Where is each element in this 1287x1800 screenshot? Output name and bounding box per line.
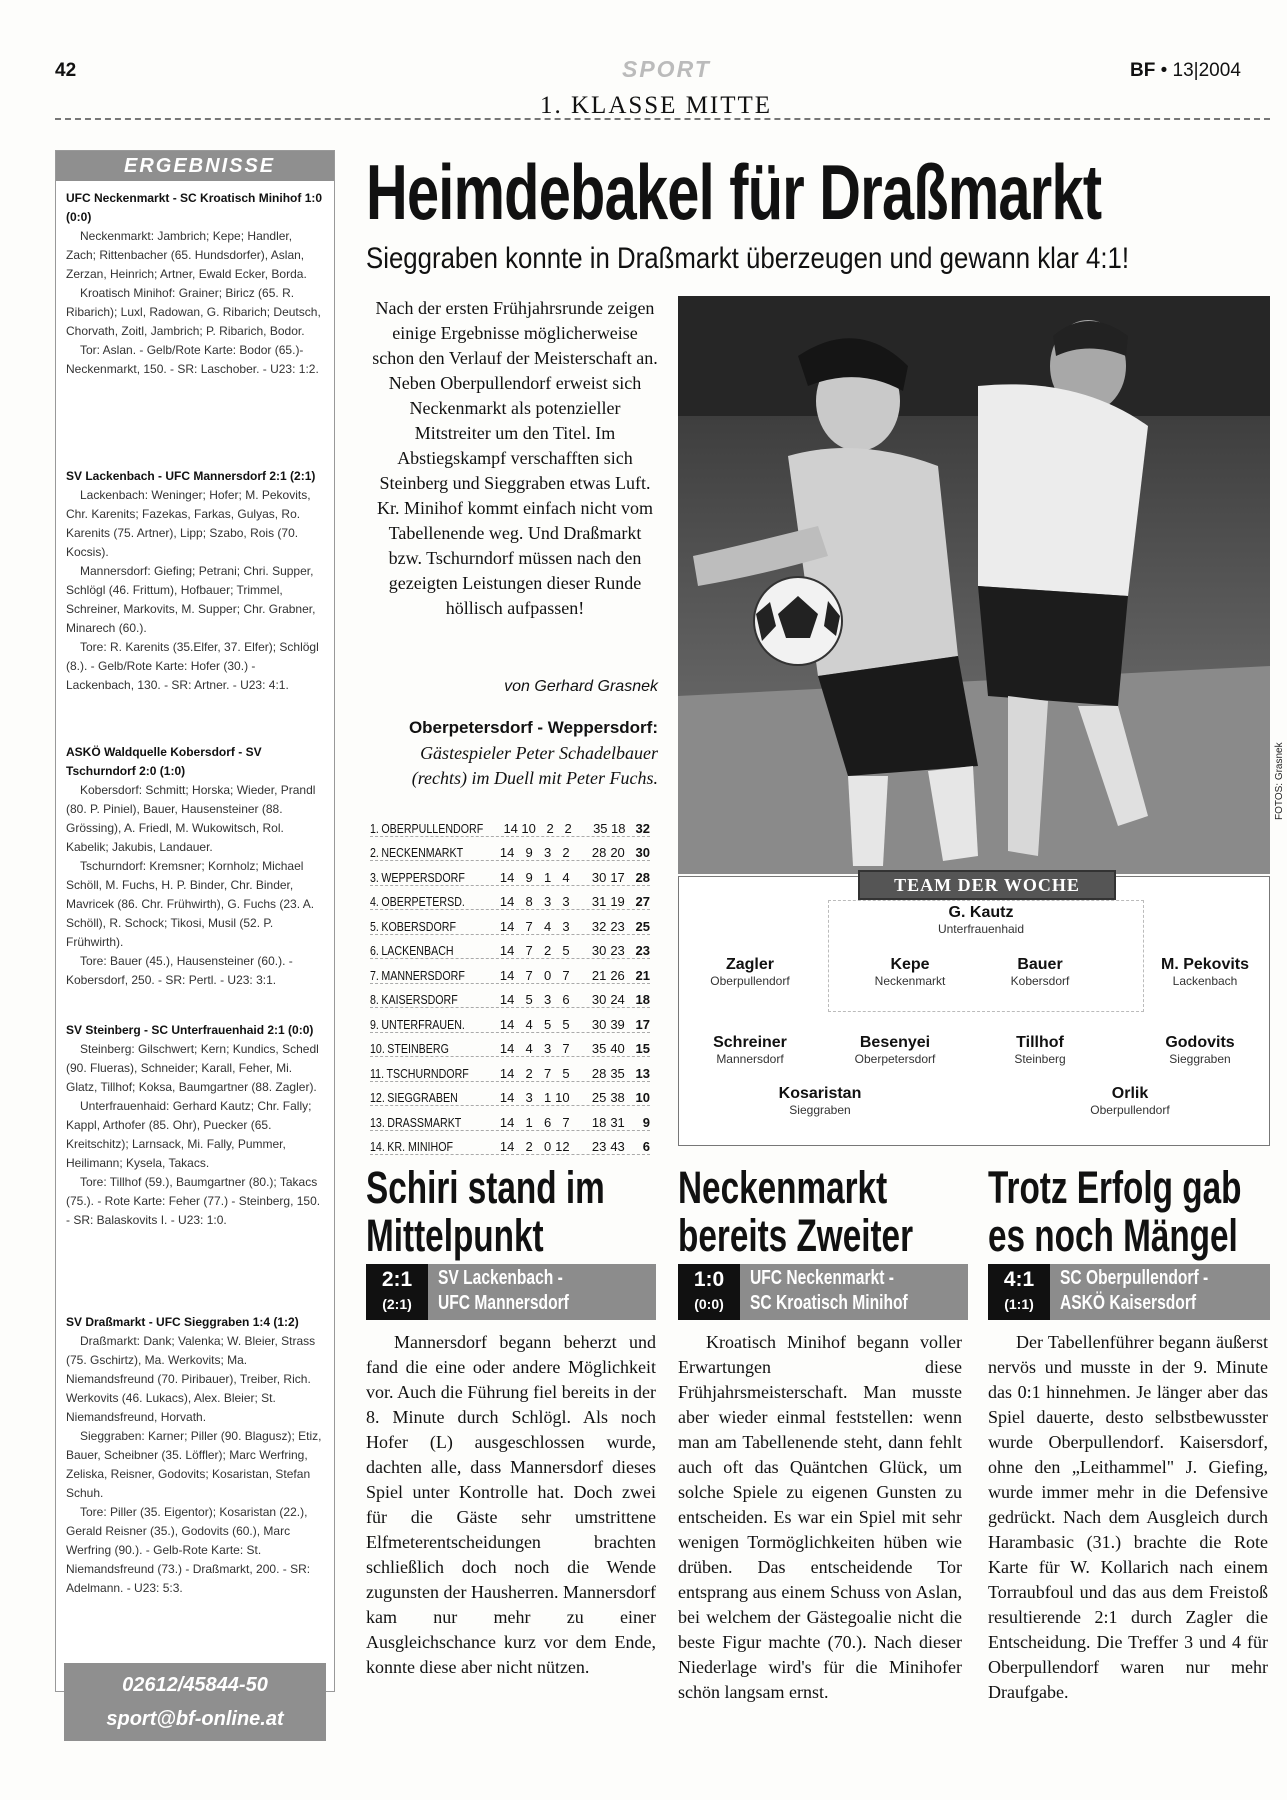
player-name: Zagler: [725, 956, 774, 973]
table-cell-points: 9: [642, 1114, 650, 1130]
table-cell-points: 32: [635, 820, 650, 836]
player-card: [1140, 1034, 1260, 1066]
table-cell-goals-for: 28: [591, 1065, 607, 1081]
article-title-line: Mittelpunkt: [366, 1210, 544, 1261]
table-cell-losses: 3: [562, 918, 570, 934]
table-cell-wins: 7: [525, 943, 533, 958]
table-cell-rank: 3.: [370, 869, 379, 885]
table-cell-wins: 3: [525, 1090, 533, 1105]
table-cell-draws: 2: [543, 943, 552, 958]
article-body: [988, 1330, 1268, 1705]
article-body: [678, 1330, 962, 1705]
player-club: Sieggraben: [789, 1103, 851, 1117]
table-cell-losses: 3: [562, 894, 570, 909]
table-cell-games: 14: [499, 1016, 515, 1032]
contact-box: [64, 1663, 326, 1741]
table-cell-team-name: NECKENMARKT: [381, 845, 464, 860]
result-line: Draßmarkt: Dank; Valenka; W. Bleier, Strass (75. Gschirtz), Ma. Werkovits; Ma. Niemandsfreund (70. Piribauer), Treiber, Rich. Werkovits (46. Lukacs), Alex. Bleier; St. Niemandsfreund, Horvath.: [66, 1334, 316, 1424]
author-line: von Gerhard Grasnek: [504, 678, 658, 695]
table-cell-losses: 7: [562, 1041, 570, 1056]
article-paragraph: Mannersdorf begann beherzt und fand die eine oder andere Möglichkeit vor. Auch die Führung fiel bereits in der 8. Minute durch Schlögl. Als noch Hofer (L) ausgeschlossen wurde, dachten alle, dass Mannersdorf dieses Spiel unter Kontrolle hat. Doch zwei für die Gäste sehr umstrittene Elfmeterentscheidungen brachten schließlich doch noch die Wende zugunsten der Hausherren. Mannersdorf kam nur mehr zu einer Ausgleichschance kurz vor dem Ende, konnte diese aber nicht nützen.: [366, 1332, 656, 1677]
table-cell-points: 23: [635, 943, 650, 958]
contact-phone[interactable]: 02612/45844-50: [122, 1674, 268, 1696]
table-cell-team: [370, 1090, 473, 1105]
table-cell-points: 17: [635, 1016, 650, 1032]
score-bar: [988, 1264, 1270, 1320]
table-cell-draws: 3: [543, 1041, 552, 1056]
result-line: Kroatisch Minihof: Grainer; Biricz (65. R. Ribarich); Luxl, Radowan, G. Ribarich; Deutsch, Chorvath, Zoitl, Jambrich; P. Ribarich, Bodor.: [66, 286, 321, 338]
article-title-line: Schiri stand im: [366, 1162, 605, 1213]
table-cell-goals-against: 26: [610, 967, 625, 983]
away-team: SC Kroatisch Minihof: [750, 1292, 908, 1314]
table-cell-draws: 0: [543, 967, 552, 983]
page-number: 42: [55, 60, 77, 81]
player-name: M. Pekovits: [1160, 956, 1250, 973]
player-club: Neckenmarkt: [874, 974, 946, 988]
table-cell-losses: 7: [562, 967, 570, 983]
table-cell-draws: 5: [543, 1016, 552, 1032]
table-cell-goals-against: 23: [610, 943, 625, 958]
table-cell-games: 14: [499, 1065, 515, 1081]
table-cell-goals-for: 35: [593, 820, 608, 836]
table-cell-losses: 12: [555, 1139, 570, 1154]
away-team: UFC Mannersdorf: [438, 1292, 569, 1314]
table-cell-wins: 7: [525, 918, 533, 934]
player-name: G. Kautz: [948, 904, 1014, 921]
table-cell-wins: 4: [525, 1041, 533, 1056]
table-row: [370, 910, 650, 935]
table-cell-team: [370, 1139, 473, 1154]
result-line: Tore: Tillhof (59.), Baumgartner (80.); Takacs (75.). - Rote Karte: Feher (77.) - Steinberg, 150. - SR: Balaskovits I. - U23: 1:0.: [66, 1175, 321, 1227]
table-cell-team: [370, 845, 473, 860]
table-cell-points: 10: [635, 1090, 650, 1105]
score-teams: [1060, 1266, 1208, 1316]
table-cell-team: [370, 919, 473, 934]
table-cell-games: 14: [503, 820, 518, 836]
table-cell-team-name: WEPPERSDORF: [381, 869, 465, 885]
table-cell-points: 28: [635, 869, 650, 885]
table-cell-points: 21: [635, 967, 650, 983]
result-title: UFC Neckenmarkt - SC Kroatisch Minihof 1:0 (0:0): [66, 191, 323, 224]
table-cell-wins: 9: [525, 845, 533, 860]
table-cell-losses: 5: [562, 943, 570, 958]
table-cell-draws: 3: [543, 894, 552, 909]
table-cell-rank: 4.: [370, 894, 379, 909]
table-cell-team-name: KOBERSDORF: [381, 918, 456, 934]
table-cell-games: 14: [499, 918, 515, 934]
score-box: [678, 1264, 740, 1320]
player-card: [985, 1034, 1095, 1066]
table-cell-wins: 7: [525, 967, 533, 983]
table-cell-losses: 6: [562, 992, 570, 1007]
table-cell-goals-for: 31: [591, 894, 607, 909]
table-cell-rank: 11.: [370, 1065, 385, 1081]
table-cell-goals-for: 28: [591, 845, 607, 860]
table-cell-goals-for: 30: [591, 943, 607, 958]
table-cell-rank: 14.: [370, 1139, 385, 1154]
table-row: [370, 886, 650, 911]
result-line: Mannersdorf: Giefing; Petrani; Chri. Supper, Schlögl (46. Frittum), Hofbauer; Trimmel, Schreiner, Markovits, M. Supper; Chr. Grabner, Minarech (60.).: [66, 564, 316, 635]
table-cell-goals-for: 30: [591, 869, 607, 885]
player-card: [690, 956, 810, 988]
player-club: Steinberg: [1014, 1052, 1066, 1066]
table-cell-games: 14: [499, 869, 515, 885]
halftime-score: (1:1): [1004, 1296, 1034, 1312]
match-photo-illustration: [678, 296, 1270, 874]
result-block: [66, 1021, 324, 1230]
result-title: SV Draßmarkt - UFC Sieggraben 1:4 (1:2): [66, 1315, 299, 1329]
table-row: [370, 1131, 650, 1156]
photo-caption-text: Gästespieler Peter Schadelbauer (rechts) im Duell mit Peter Fuchs.: [411, 743, 658, 788]
intro-text: Nach der ersten Frühjahrsrunde zeigen einige Ergebnisse möglicherweise schon den Verlauf der Meisterschaft an. Neben Oberpullendorf erweist sich Neckenmarkt als potenzieller Mitstreiter um den Titel. Im Abstiegskampf verschafften sich Steinberg und Sieggraben etwas Luft. Kr. Minihof kommt einfach nicht vom Tabellenende weg. Und Draßmarkt bzw. Tschurndorf müssen nach den gezeigten Leistungen dieser Runde höllisch aufpassen!: [372, 298, 658, 618]
table-cell-draws: 4: [543, 918, 552, 934]
article-title: [678, 1164, 913, 1260]
player-card: [1140, 956, 1270, 988]
home-team: UFC Neckenmarkt -: [750, 1267, 894, 1289]
result-block: [66, 189, 324, 379]
player-club: Sieggraben: [1169, 1052, 1231, 1066]
home-team: SC Oberpullendorf -: [1060, 1267, 1209, 1289]
table-cell-goals-for: 21: [591, 967, 607, 983]
table-cell-games: 14: [499, 967, 515, 983]
brand-label: BF: [1130, 60, 1156, 81]
table-cell-team: [370, 894, 473, 909]
player-name: Orlik: [1111, 1085, 1149, 1102]
article-title-line: Neckenmarkt: [678, 1162, 888, 1213]
home-team: SV Lackenbach -: [438, 1267, 563, 1289]
table-row: [370, 959, 650, 984]
table-cell-goals-against: 40: [610, 1041, 625, 1056]
table-row: [370, 1033, 650, 1058]
result-line: Steinberg: Gilschwert; Kern; Kundics, Schedl (90. Flueras), Schneider; Karall, Feher, Mi. Glatz, Tillhof; Koksa, Baumgartner (88. Zagler).: [66, 1042, 319, 1094]
table-cell-team: [370, 870, 473, 885]
main-headline: Heimdebakel für Draßmarkt: [366, 148, 1102, 236]
table-cell-goals-against: 19: [610, 894, 625, 909]
table-cell-points: 15: [635, 1041, 650, 1056]
table-cell-rank: 12.: [370, 1090, 385, 1105]
table-cell-goals-against: 24: [610, 992, 625, 1007]
score-box: [366, 1264, 428, 1320]
table-cell-team: [370, 1115, 473, 1130]
table-cell-goals-for: 32: [591, 918, 607, 934]
article-paragraph: Kroatisch Minihof begann voller Erwartungen diese Frühjahrsmeisterschaft. Man musste aber wieder einmal feststellen: wenn man am Tabellenende steht, dann fehlt auch oft das Quäntchen Glück, um solche Spiele zu eigenen Gunsten zu entscheiden. Es war ein Spiel mit sehr wenigen Tormöglichkeiten hüben wie drüben. Das entscheidende Tor entsprang aus einem Schuss von Aslan, bei welchem der Gästegoalie nicht die beste Figur machte (70.). Nach dieser Niederlage wird's für die Minihofer schön langsam ernst.: [678, 1332, 962, 1702]
table-cell-rank: 2.: [370, 845, 379, 860]
table-cell-draws: 0: [543, 1139, 552, 1154]
table-cell-goals-against: 43: [610, 1139, 625, 1154]
table-cell-goals-for: 23: [591, 1139, 607, 1154]
table-row: [370, 1106, 650, 1131]
final-score: 1:0: [693, 1268, 725, 1291]
table-cell-games: 14: [499, 1041, 515, 1056]
table-cell-goals-against: 38: [610, 1090, 625, 1105]
table-cell-points: 30: [635, 845, 650, 860]
player-name: Kosaristan: [778, 1085, 862, 1102]
table-cell-team-name: TSCHURNDORF: [386, 1065, 469, 1081]
score-bar: [366, 1264, 656, 1320]
table-cell-draws: 3: [543, 845, 552, 860]
table-cell-team-name: STEINBERG: [387, 1041, 449, 1056]
table-cell-points: 27: [635, 894, 650, 909]
player-name: Kepe: [890, 956, 930, 973]
table-cell-wins: 2: [525, 1065, 533, 1081]
table-cell-goals-against: 23: [610, 918, 625, 934]
table-cell-losses: 2: [562, 845, 570, 860]
player-goalkeeper: [896, 904, 1066, 936]
article-paragraph: Der Tabellenführer begann äußerst nervös und musste in der 9. Minute das 0:1 hinnehmen. Je länger aber das Spiel dauerte, desto selbstbewusster wurde Oberpullendorf. Kaisersdorf, ohne den „Leithammel" J. Giefing, wurde immer mehr in die Defensive gedrückt. Nach dem Ausgleich durch Harambasic (31.) brachte die Rote Karte für W. Kollarich nach einem Torraubfoul und das aus dem Freistoß resultierende 2:1 durch Zagler die Entscheidung. Die Treffer 3 und 4 für Oberpullendorf waren nur mehr Draufgabe.: [988, 1332, 1268, 1702]
table-row: [370, 1057, 650, 1082]
team-of-week-title: TEAM DER WOCHE: [858, 870, 1116, 900]
result-line: Sieggraben: Karner; Piller (90. Blagusz); Etiz, Bauer, Scheibner (35. Löffler); Marc Werfring, Zeliska, Reisner, Godovits; Kosaristan, Stefan Schuh.: [66, 1429, 322, 1500]
table-cell-goals-for: 18: [591, 1114, 607, 1130]
results-heading: ERGEBNISSE: [56, 151, 334, 181]
result-title: SV Lackenbach - UFC Mannersdorf 2:1 (2:1): [66, 469, 316, 483]
table-cell-goals-for: 30: [591, 992, 607, 1007]
table-cell-losses: 5: [562, 1065, 570, 1081]
player-card: [850, 956, 970, 988]
section-label: SPORT: [622, 56, 711, 82]
issue-number: 13|2004: [1172, 60, 1241, 81]
table-cell-losses: 2: [564, 820, 572, 836]
table-row: [370, 812, 650, 837]
results-sidebar: [55, 150, 335, 1730]
final-score: 2:1: [381, 1268, 413, 1291]
match-photo: [678, 296, 1270, 874]
final-score: 4:1: [1003, 1268, 1035, 1291]
table-cell-goals-against: 17: [610, 869, 625, 885]
table-cell-goals-against: 39: [610, 1016, 625, 1032]
table-cell-rank: 10.: [370, 1041, 385, 1056]
table-cell-rank: 6.: [370, 943, 379, 958]
table-cell-games: 14: [499, 845, 515, 860]
player-card: [830, 1034, 960, 1066]
player-club: Lackenbach: [1172, 974, 1238, 988]
table-cell-goals-for: 35: [591, 1041, 607, 1056]
table-cell-team: [370, 1017, 473, 1032]
league-table: [370, 812, 650, 1155]
table-cell-games: 14: [499, 992, 515, 1007]
result-line: Tore: R. Karenits (35.Elfer, 37. Elfer); Schlögl (8.). - Gelb/Rote Karte: Hofer (30.) - Lackenbach, 130. - SR: Artner. - U23: 4:1.: [66, 640, 319, 692]
league-title: 1. KLASSE MITTE: [540, 92, 773, 119]
result-line: Neckenmarkt: Jambrich; Kepe; Handler, Zach; Rittenbacher (65. Hundsdorfer), Aslan, Zerzan, Heinrich; Artner, Ewald Ecker, Borda.: [66, 229, 307, 281]
table-cell-team: [370, 1041, 473, 1056]
score-box: [988, 1264, 1050, 1320]
score-teams: [750, 1266, 908, 1316]
table-cell-rank: 7.: [370, 967, 379, 983]
table-cell-points: 13: [635, 1065, 650, 1081]
player-card: [690, 1034, 810, 1066]
result-line: Lackenbach: Weninger; Hofer; M. Pekovits, Chr. Karenits; Fazekas, Farkas, Gulyas, Ro. Karenits (75. Artner), Lipp; Szabo, Rois (70. Kocsis).: [66, 488, 311, 559]
result-line: Kobersdorf: Schmitt; Horska; Wieder, Prandl (80. P. Piniel), Bauer, Hausensteiner (88. Grössing), A. Friedl, M. Wukowitsch, Rol. Kabelik; Jakubis, Landauer.: [66, 783, 316, 854]
result-block: [66, 1313, 324, 1598]
table-cell-goals-against: 31: [610, 1114, 625, 1130]
result-line: Tschurndorf: Kremsner; Kornholz; Michael Schöll, M. Fuchs, H. P. Binder, Chr. Binder, Mavricek (86. Chr. Frühwirth), G. Fuchs (23. A. Schöll), R. Schock; Tikosi, Musil (52. P. Frühwirth).: [66, 859, 315, 949]
player-club: Mannersdorf: [716, 1052, 784, 1066]
player-card: [1065, 1085, 1195, 1117]
table-cell-wins: 9: [525, 869, 533, 885]
table-cell-team-name: OBERPETERSD.: [381, 894, 465, 909]
issue-separator: •: [1160, 60, 1168, 81]
table-cell-points: 25: [635, 918, 650, 934]
photo-credit: FOTOS: Grasnek: [1274, 742, 1285, 820]
player-club: Oberpullendorf: [1090, 1103, 1170, 1117]
table-row: [370, 1082, 650, 1107]
article-title: [988, 1164, 1241, 1260]
main-subline: Sieggraben konnte in Draßmarkt überzeugen und gewann klar 4:1!: [366, 242, 1130, 275]
table-cell-team-name: MANNERSDORF: [381, 967, 465, 983]
result-title: SV Steinberg - SC Unterfrauenhaid 2:1 (0:0): [66, 1023, 314, 1037]
table-cell-losses: 7: [562, 1114, 570, 1130]
score-teams: [438, 1266, 569, 1316]
table-cell-goals-for: 25: [591, 1090, 607, 1105]
article-title-line: Trotz Erfolg gab: [988, 1162, 1242, 1213]
table-row: [370, 861, 650, 886]
table-cell-goals-against: 18: [610, 820, 626, 836]
article-title-line: es noch Mängel: [988, 1210, 1238, 1261]
player-name: Besenyei: [859, 1034, 931, 1051]
player-club: Unterfrauenhaid: [937, 922, 1025, 936]
table-cell-goals-against: 20: [610, 845, 625, 860]
photo-caption-title: Oberpetersdorf - Weppersdorf:: [408, 718, 658, 737]
table-cell-rank: 13.: [370, 1114, 385, 1130]
table-cell-wins: 4: [525, 1016, 533, 1032]
table-cell-games: 14: [499, 1114, 515, 1130]
table-cell-rank: 1.: [370, 820, 379, 836]
table-cell-draws: 6: [543, 1114, 552, 1130]
player-card: [980, 956, 1100, 988]
table-cell-wins: 10: [521, 820, 536, 836]
table-cell-team-name: OBERPULLENDORF: [381, 820, 484, 836]
player-club: Oberpullendorf: [710, 974, 790, 988]
table-cell-games: 14: [499, 1139, 515, 1154]
result-block: [66, 743, 324, 990]
score-bar: [678, 1264, 968, 1320]
article-body: [366, 1330, 656, 1680]
contact-email[interactable]: sport@bf-online.at: [106, 1708, 284, 1730]
table-cell-losses: 4: [562, 869, 570, 885]
table-cell-points: 18: [635, 992, 650, 1007]
player-club: Oberpetersdorf: [854, 1052, 936, 1066]
result-line: Unterfrauenhaid: Gerhard Kautz; Chr. Fally; Kappl, Arthofer (85. Ohr), Puecker (65. Kreitschitz); Larnsack, Mi. Fally, Pummer, Heilimann; Kysela, Takacs.: [66, 1099, 312, 1170]
table-cell-losses: 10: [555, 1090, 570, 1105]
table-cell-wins: 1: [525, 1114, 533, 1130]
article-title-line: bereits Zweiter: [678, 1210, 914, 1261]
table-cell-goals-against: 35: [610, 1065, 625, 1081]
table-cell-rank: 8.: [370, 992, 379, 1007]
result-title: ASKÖ Waldquelle Kobersdorf - SV Tschurndorf 2:0 (1:0): [66, 745, 262, 778]
table-cell-team-name: SIEGGRABEN: [387, 1090, 458, 1105]
table-cell-team: [370, 1066, 473, 1081]
table-cell-rank: 5.: [370, 918, 379, 934]
article-title: [366, 1164, 605, 1260]
player-name: Schreiner: [713, 1034, 787, 1051]
player-name: Tillhof: [1016, 1034, 1064, 1051]
halftime-score: (2:1): [382, 1296, 412, 1312]
table-row: [370, 984, 650, 1009]
result-block: [66, 467, 324, 695]
player-club: Kobersdorf: [1010, 974, 1070, 988]
table-cell-team: [370, 992, 473, 1007]
table-cell-games: 14: [499, 894, 515, 909]
table-cell-team: [370, 968, 473, 983]
player-card: [760, 1085, 880, 1117]
table-cell-draws: 1: [543, 1090, 552, 1105]
table-cell-points: 6: [642, 1139, 650, 1154]
table-cell-goals-for: 30: [591, 1016, 607, 1032]
table-cell-rank: 9.: [370, 1016, 379, 1032]
table-cell-games: 14: [499, 1090, 515, 1105]
table-cell-team-name: UNTERFRAUEN.: [381, 1016, 465, 1032]
result-line: Tore: Bauer (45.), Hausensteiner (60.). - Kobersdorf, 250. - SR: Pertl. - U23: 3:1.: [66, 954, 293, 987]
table-cell-team-name: KR. MINIHOF: [387, 1139, 454, 1154]
table-cell-wins: 8: [525, 894, 533, 909]
table-cell-draws: 7: [543, 1065, 552, 1081]
table-cell-wins: 5: [525, 992, 533, 1007]
table-cell-draws: 1: [543, 869, 552, 885]
table-cell-team-name: LACKENBACH: [381, 943, 454, 958]
player-name: Bauer: [1017, 956, 1063, 973]
table-cell-draws: 3: [543, 992, 552, 1007]
result-line: Tor: Aslan. - Gelb/Rote Karte: Bodor (65.)- Neckenmarkt, 150. - SR: Laschober. - U23: 1:2.: [66, 343, 319, 376]
issue-label: [1130, 60, 1241, 82]
table-cell-games: 14: [499, 943, 515, 958]
table-cell-losses: 5: [562, 1016, 570, 1032]
table-cell-team-name: KAISERSDORF: [381, 992, 458, 1007]
table-cell-team-name: DRASSMARKT: [387, 1114, 462, 1130]
table-row: [370, 1008, 650, 1033]
away-team: ASKÖ Kaisersdorf: [1060, 1292, 1197, 1314]
table-row: [370, 935, 650, 960]
table-cell-wins: 2: [525, 1139, 533, 1154]
table-cell-team: [370, 943, 473, 958]
table-cell-draws: 2: [546, 820, 554, 836]
halftime-score: (0:0): [694, 1296, 724, 1312]
result-line: Tore: Piller (35. Eigentor); Kosaristan (22.), Gerald Reisner (35.), Godovits (60.), Marc Werfring (90.). - Gelb-Rote Karte: St. Niemandsfreund (73.) - Draßmarkt, 200. - SR: Adelmann. - U23: 5:3.: [66, 1505, 311, 1595]
table-row: [370, 837, 650, 862]
player-name: Godovits: [1165, 1034, 1235, 1051]
table-cell-team: [370, 820, 484, 836]
